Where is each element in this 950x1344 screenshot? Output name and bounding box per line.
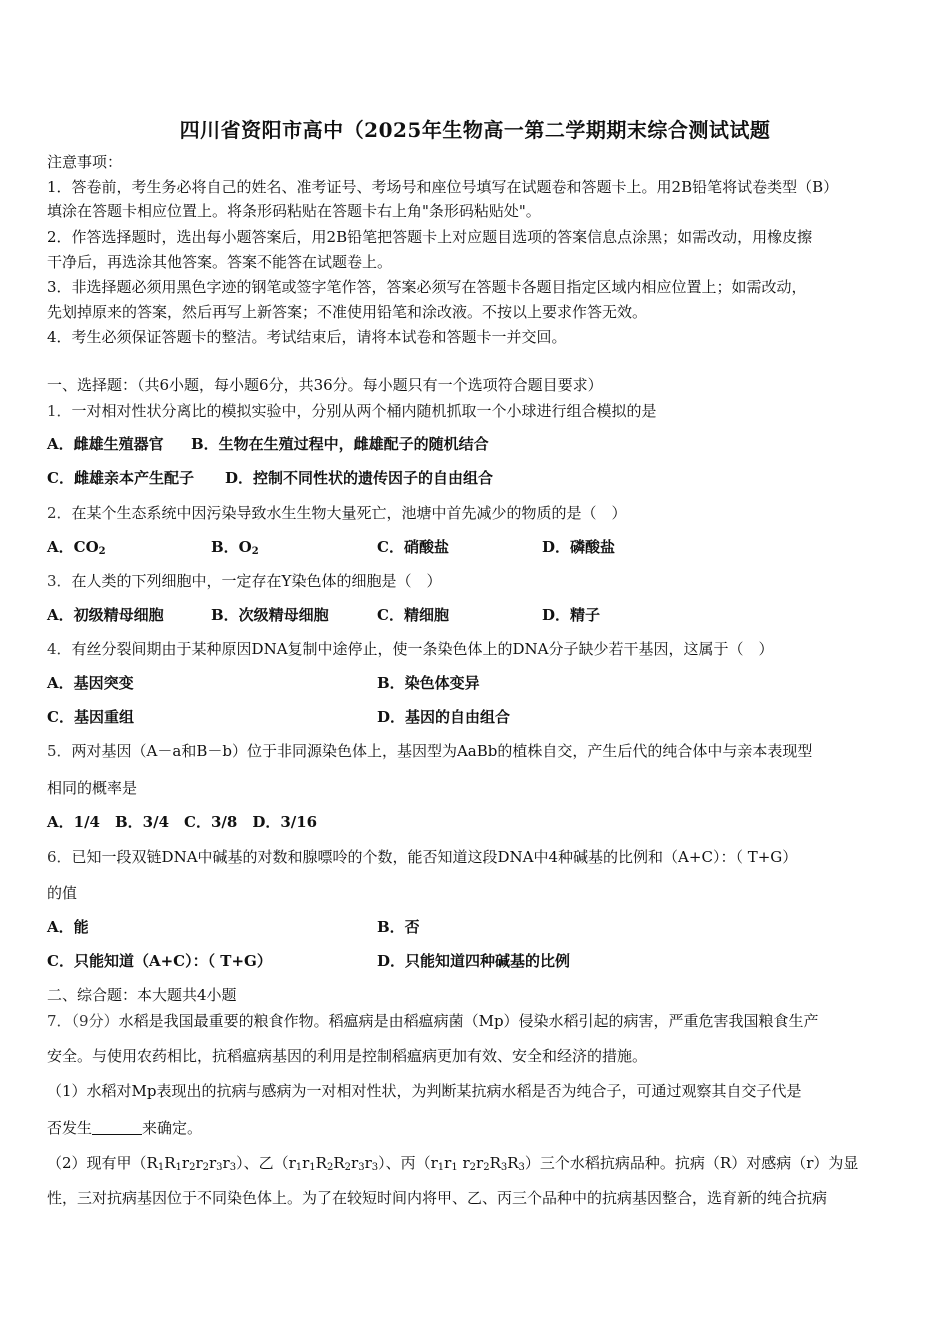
question-score: （9分）	[71, 1012, 119, 1030]
option-b: B．染色体变异	[377, 674, 480, 692]
option-c: C．基因重组	[47, 708, 134, 726]
option-a: A．能	[47, 918, 89, 936]
option-c: C．雌雄亲本产生配子	[47, 469, 194, 487]
question-number: 6．	[47, 848, 72, 866]
question-7-part-1-continued: 否发生 来确定。	[47, 1119, 203, 1137]
option-b: B．$O_2$	[211, 538, 259, 557]
page-title: 四川省资阳市高中（2025年生物高一第二学期期末综合测试试题	[179, 118, 771, 142]
notice-line: 干净后，再选涂其他答案。答案不能答在试题卷上。	[47, 253, 393, 271]
notice-line: 填涂在答题卡相应位置上。将条形码粘贴在答题卡右上角"条形码粘贴处"。	[47, 202, 541, 220]
question-6	[47, 847, 910, 867]
question-3	[47, 571, 910, 591]
question-7-continued: 安全。与使用农药相比，抗稻瘟病基因的利用是控制稻瘟病更加有效、安全和经济的措施。	[47, 1047, 648, 1065]
question-5-continued: 相同的概率是	[47, 779, 138, 797]
question-number: 7．	[47, 1012, 72, 1030]
option-b: B．次级精母细胞	[211, 606, 329, 624]
option-d: D．精子	[542, 606, 601, 624]
notice-heading: 注意事项：	[47, 153, 123, 171]
notice-line: 3．非选择题必须用黑色字迹的钢笔或签字笔作答，答案必须写在答题卡各题目指定区域内相应位置上；如需改动，	[47, 278, 807, 296]
question-number: 1．	[47, 402, 72, 420]
option-c: C．硝酸盐	[377, 538, 449, 556]
question-7-part-2: （2）现有甲$(R_1R_1r_2r_2r_3r_3)$、乙$(r_1r_1R_2R_2r_3r_3)$、丙（$r_1r_1$ $r_2r_2R_3R_3$）三个水稻抗病品种。抗病（R）对感病（r）为显	[47, 1154, 859, 1173]
question-text: 有丝分裂间期由于某种原因DNA复制中途停止，使一条染色体上的DNA分子缺少若干基因，这属于（ ）	[71, 640, 774, 658]
notice-line: 1．答卷前，考生务必将自己的姓名、准考证号、考场号和座位号填写在试题卷和答题卡上。用2B铅笔将试卷类型（B）	[47, 178, 839, 196]
question-text: 水稻是我国最重要的粮食作物。稻瘟病是由稻瘟病菌（Mp）侵染水稻引起的病害，严重危害我国粮食生产	[118, 1012, 819, 1030]
question-4	[47, 639, 910, 659]
question-text: 在某个生态系统中因污染导致水生生物大量死亡，池塘中首先减少的物质的是（ ）	[71, 504, 627, 522]
option-a: A．基因突变	[47, 674, 134, 692]
question-text: 已知一段双链DNA中碱基的对数和腺嘌呤的个数，能否知道这段DNA中4种碱基的比例和（A+C）：（ T+G）	[71, 848, 798, 866]
options-row: A．1/4 B．3/4 C．3/8 D．3/16	[47, 813, 318, 831]
option-d: D．只能知道四种碱基的比例	[377, 952, 571, 970]
question-6-continued: 的值	[47, 884, 78, 902]
question-number: 2．	[47, 504, 72, 522]
question-text: 两对基因（A－a和B－b）位于非同源染色体上，基因型为AaBb的植株自交，产生后代的纯合体中与亲本表现型	[71, 742, 813, 760]
question-number: 5．	[47, 742, 72, 760]
question-7-part-2-continued: 性，三对抗病基因位于不同染色体上。为了在较短时间内将甲、乙、丙三个品种中的抗病基因整合，选育新的纯合抗病	[47, 1189, 828, 1207]
option-d: D．基因的自由组合	[377, 708, 511, 726]
question-text: 一对相对性状分离比的模拟实验中，分别从两个桶内随机抓取一个小球进行组合模拟的是	[71, 402, 657, 420]
question-7-part-1: （1）水稻对Mp表现出的抗病与感病为一对相对性状，为判断某抗病水稻是否为纯合子，可通过观察其自交子代是	[47, 1082, 802, 1100]
question-1	[47, 401, 910, 421]
section-heading-choice: 一、选择题：（共6小题，每小题6分，共36分。每小题只有一个选项符合题目要求）	[47, 376, 603, 394]
option-c: C．只能知道（A+C）：（ T+G）	[47, 952, 272, 970]
question-number: 3．	[47, 572, 72, 590]
option-b: B．生物在生殖过程中，雌雄配子的随机结合	[191, 435, 489, 453]
notice-line: 4．考生必须保证答题卡的整洁。考试结束后，请将本试卷和答题卡一并交回。	[47, 328, 567, 346]
answer-blank	[92, 1120, 142, 1135]
option-a: A．$CO_2$	[47, 538, 106, 557]
notice-line: 先划掉原来的答案，然后再写上新答案；不准使用铅笔和涂改液。不按以上要求作答无效。	[47, 303, 648, 321]
option-c: C．精细胞	[377, 606, 449, 624]
option-d: D．磷酸盐	[542, 538, 616, 556]
question-2	[47, 503, 910, 523]
section-heading-comprehensive: 二、综合题：本大题共4小题	[47, 986, 237, 1004]
option-a: A．初级精母细胞	[47, 606, 164, 624]
option-b: B．否	[377, 918, 420, 936]
question-7	[47, 1011, 910, 1031]
option-a: A．雌雄生殖器官	[47, 435, 164, 453]
question-5	[47, 741, 910, 761]
question-text: 在人类的下列细胞中，一定存在Y染色体的细胞是（ ）	[71, 572, 442, 590]
question-number: 4．	[47, 640, 72, 658]
option-d: D．控制不同性状的遗传因子的自由组合	[225, 469, 494, 487]
notice-line: 2．作答选择题时，选出每小题答案后，用2B铅笔把答题卡上对应题目选项的答案信息点涂黑；如需改动，用橡皮擦	[47, 228, 813, 246]
